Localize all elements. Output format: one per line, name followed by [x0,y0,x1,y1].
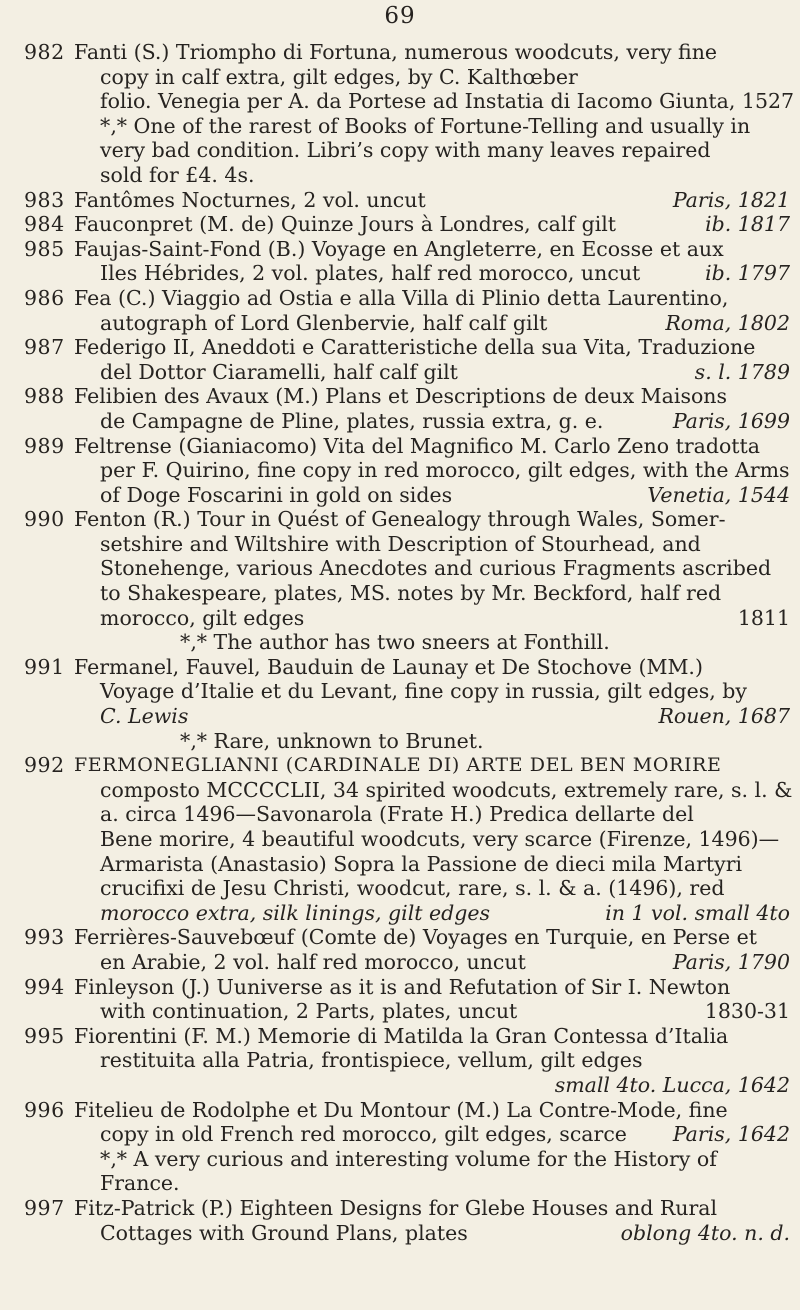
entry-line: Finleyson (J.) Uuniverse as it is and Refutation of Sir I. Newton [74,974,731,999]
entry-line: Fanti (S.) Triompho di Fortuna, numerous woodcuts, very fine [74,40,718,64]
entry-line: Fenton (R.) Tour in Quést of Genealogy through Wales, Somer- [74,507,726,532]
entry-line: restituita alla Patria, frontispiece, vellum, gilt edges [100,1048,643,1073]
entry-number: 984 [24,212,65,237]
entry-line: per F. Quirino, fine copy in red morocco, gilt edges, with the Arms [100,458,790,483]
entry-imprint: s. l. 1789 [694,359,790,384]
entry-text [74,188,794,213]
catalogue-entry [24,384,794,433]
entry-imprint: Rouen, 1687 [658,704,790,729]
entry-line: Felibien des Avaux (M.) Plans et Descriptions de deux Maisons [74,384,728,409]
entry-line: Faujas-Saint-Fond (B.) Voyage en Angleterre, en Ecosse et aux [74,236,724,261]
entry-number: 991 [24,654,65,679]
entry-number: 988 [24,384,65,409]
entry-text [74,434,794,508]
entry-line: Ferrières-Sauvebœuf (Comte de) Voyages en Turquie, en Perse et [74,925,758,950]
entry-number: 992 [24,753,65,778]
entry-line: crucifixi de Jesu Christi, woodcut, rare, s. l. & a. (1496), red [100,876,725,901]
entry-line: Bene morire, 4 beautiful woodcuts, very scarce (Firenze, 1496)— [100,827,780,851]
catalogue-entries [24,40,794,1245]
entry-text [74,753,794,925]
entry-imprint: in 1 vol. small 4to [605,900,790,925]
entry-line: Federigo II, Aneddoti e Caratteristiche della sua Vita, Traduzione [74,335,756,360]
entry-text [74,212,794,237]
entry-number: 986 [24,285,65,310]
entry-number: 985 [24,236,65,261]
entry-line: Fauconpret (M. de) Quinze Jours à Londres, calf gilt [74,212,617,237]
entry-line: de Campagne de Pline, plates, russia extra, g. e. [100,408,604,433]
entry-line: FERMONEGLIANNI (CARDINALE DI) ARTE DEL BEN MORIRE [74,754,722,777]
entry-imprint: Paris, 1642 [672,1122,790,1147]
catalogue-entry [24,188,794,213]
entry-imprint: ib. 1797 [705,261,790,286]
entry-number: 987 [24,335,65,360]
entry-imprint: 1830-31 [704,999,790,1024]
catalogue-entry [24,1196,794,1245]
catalogue-entry [24,655,794,753]
catalogue-entry [24,753,794,925]
entry-text [74,1024,794,1098]
catalogue-entry [24,237,794,286]
entry-imprint: Paris, 1699 [672,408,790,433]
catalogue-entry [24,40,794,188]
entry-number: 989 [24,433,65,458]
entry-line: Fiorentini (F. M.) Memorie di Matilda la Gran Contessa d’Italia [74,1023,729,1048]
entry-text [74,40,794,188]
entry-imprint: ib. 1817 [705,212,790,237]
entry-text [74,1098,794,1196]
entry-text [74,335,794,384]
entry-imprint: Paris, 1821 [672,187,790,212]
entry-imprint: oblong 4to. n. d. [620,1220,790,1245]
entry-line: setshire and Wiltshire with Description of Stourhead, and [100,531,701,556]
catalogue-entry [24,507,794,655]
entry-line: Stonehenge, various Anecdotes and curious Fragments ascribed [100,556,772,581]
entry-text [74,286,794,335]
entry-line: morocco, gilt edges [100,605,305,630]
entry-number: 995 [24,1023,65,1048]
entry-line: Fitz-Patrick (P.) Eighteen Designs for Glebe Houses and Rural [74,1195,718,1220]
catalogue-entry [24,925,794,974]
entry-line: Armarista (Anastasio) Sopra la Passione de dieci mila Martyri [100,851,743,876]
entry-line: Iles Hébrides, 2 vol. plates, half red morocco, uncut [100,261,641,286]
entry-line: folio. Venegia per A. da Portese ad Instatia di Iacomo Giunta, 1527 [100,89,795,114]
entry-number: 994 [24,974,65,999]
entry-note: *‚* Rare, unknown to Brunet. [180,728,484,753]
entry-line: en Arabie, 2 vol. half red morocco, uncut [100,949,526,974]
catalogue-entry [24,1024,794,1098]
entry-line: del Dottor Ciaramelli, half calf gilt [100,359,458,384]
entry-note: *‚* The author has two sneers at Fonthill. [180,630,610,655]
entry-line: France. [100,1171,180,1196]
entry-text [74,925,794,974]
entry-number: 990 [24,507,65,532]
entry-line: with continuation, 2 Parts, plates, uncut [100,999,518,1024]
catalogue-entry [24,286,794,335]
entry-imprint: 1811 [737,605,790,630]
catalogue-entry [24,212,794,237]
entry-line: very bad condition. Libri’s copy with many leaves repaired [100,138,711,163]
entry-line: copy in calf extra, gilt edges, by C. Kalthœber [100,64,578,89]
entry-text [74,384,794,433]
entry-line: sold for £4. 4s. [100,162,255,187]
catalogue-entry [24,335,794,384]
entry-text [74,975,794,1024]
entry-line: Cottages with Ground Plans, plates [100,1220,468,1245]
entry-line: composto MCCCCLII, 34 spirited woodcuts, extremely rare, s. l. & [100,777,793,802]
catalogue-entry [24,1098,794,1196]
entry-imprint: Roma, 1802 [665,310,790,335]
page-number: 69 [384,3,416,29]
entry-text [74,507,794,655]
entry-line: C. Lewis [100,704,189,729]
entry-line: copy in old French red morocco, gilt edges, scarce [100,1122,627,1147]
entry-line: Fitelieu de Rodolphe et Du Montour (M.) La Contre-Mode, fine [74,1097,728,1122]
entry-line: Feltrense (Gianiacomo) Vita del Magnifico M. Carlo Zeno tradotta [74,433,760,458]
entry-text [74,237,794,286]
entry-line: of Doge Foscarini in gold on sides [100,482,453,507]
entry-line: *‚* One of the rarest of Books of Fortune-Telling and usually in [100,113,751,138]
entry-number: 983 [24,187,65,212]
entry-number: 997 [24,1195,65,1220]
entry-imprint: Paris, 1790 [672,949,790,974]
entry-text [74,1196,794,1245]
entry-line: morocco extra, silk linings, gilt edges [100,900,491,925]
entry-line: to Shakespeare, plates, MS. notes by Mr. Beckford, half red [100,581,722,606]
entry-line: Fantômes Nocturnes, 2 vol. uncut [74,187,426,212]
entry-number: 993 [24,925,65,950]
entry-number: 982 [24,40,65,64]
catalogue-entry [24,434,794,508]
entry-imprint: Venetia, 1544 [647,482,790,507]
entry-line: Voyage d’Italie et du Levant, fine copy in russia, gilt edges, by [100,679,748,704]
entry-line: Fermanel, Fauvel, Bauduin de Launay et De Stochove (MM.) [74,654,703,679]
entry-imprint: small 4to. Lucca, 1642 [554,1072,790,1097]
entry-line: a. circa 1496—Savonarola (Frate H.) Predica dellarte del [100,802,694,827]
entry-text [74,655,794,753]
catalogue-entry [24,975,794,1024]
entry-number: 996 [24,1097,65,1122]
entry-line: autograph of Lord Glenbervie, half calf gilt [100,310,548,335]
entry-line: Fea (C.) Viaggio ad Ostia e alla Villa di Plinio detta Laurentino, [74,285,729,310]
entry-note: *‚* A very curious and interesting volume for the History of [100,1146,717,1171]
